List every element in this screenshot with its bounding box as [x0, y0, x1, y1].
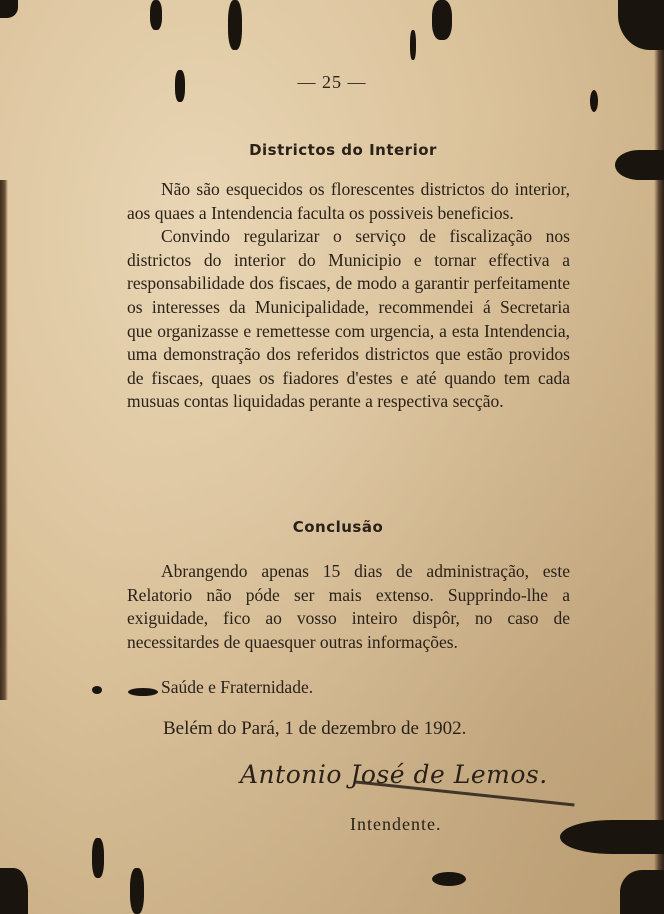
ink-blot: [560, 820, 664, 854]
ink-blot: [590, 90, 598, 112]
ink-blot: [92, 838, 104, 878]
ink-blot: [432, 0, 452, 40]
paragraph: Não são esquecidos os florescentes districtos do interior, aos quaes a Intendencia faculta os possiveis beneficios.: [127, 179, 570, 223]
ink-blot: [228, 0, 242, 50]
ink-blot: [128, 688, 158, 696]
ink-blot: [410, 30, 416, 60]
ink-blot: [130, 868, 144, 914]
ink-blot: [150, 0, 162, 30]
ink-blot: [432, 872, 466, 886]
paragraph: Abrangendo apenas 15 dias de administração, este Relatorio não póde ser mais extenso. Supprindo-lhe a exiguidade, fico ao vosso inteiro dispôr, no caso de necessitardes de quaesquer outras informações.: [127, 561, 570, 652]
section-heading-interior: Districtos do Interior: [249, 141, 437, 159]
ink-blot: [0, 868, 28, 914]
page-edge-left: [0, 180, 8, 700]
dateline: Belém do Pará, 1 de dezembro de 1902.: [163, 718, 467, 739]
ink-blot: [620, 870, 664, 914]
paragraph: Convindo regularizar o serviço de fiscalização nos districtos do interior do Municipio e tornar effectiva a responsabilidade dos fiscaes, de modo a garantir perfeitamente os interesses da Municipalidade, recommendei á Secretaria que organizasse e remettesse com urgencia, a esta Intendencia, uma demonstração dos referidos districtos que estão providos de fiscaes, quaes os fiadores d'estes e até quando tem cada musuas contas liquidadas perante a respectiva secção.: [127, 226, 570, 412]
ink-blot: [618, 0, 664, 50]
ink-blot: [0, 0, 18, 18]
signatory-title: Intendente.: [350, 814, 442, 834]
page-number: — 25 —: [297, 72, 367, 92]
section-body-interior: [127, 178, 570, 414]
ink-blot: [92, 686, 102, 694]
signature: Antonio José de Lemos.: [240, 760, 548, 789]
section-body-conclusao: [127, 560, 570, 654]
section-heading-conclusao: Conclusão: [292, 518, 384, 536]
closing-salutation: Saúde e Fraternidade.: [161, 677, 314, 697]
